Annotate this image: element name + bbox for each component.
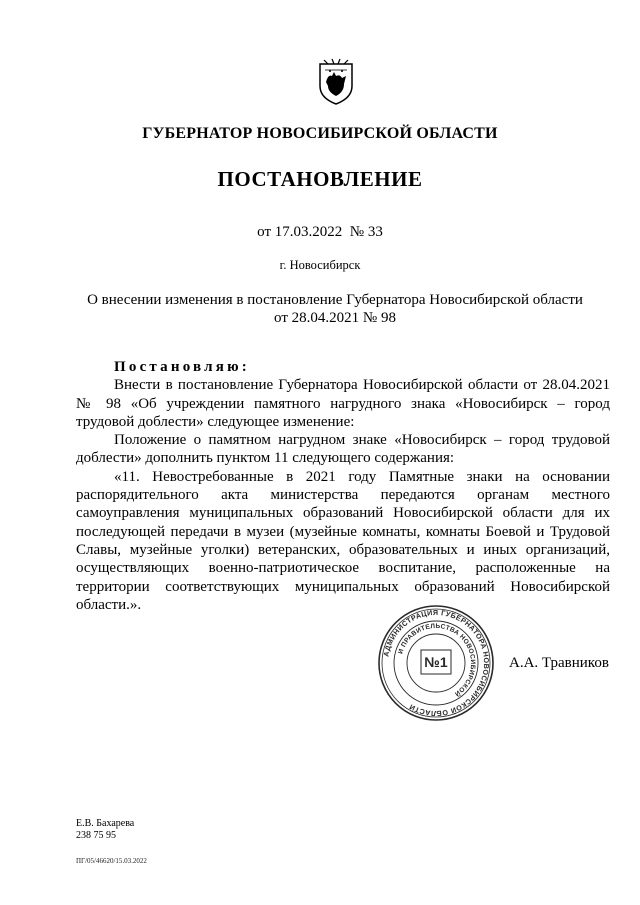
document-subject <box>60 291 610 327</box>
date-number-line <box>0 224 640 241</box>
seal-inner-text: И ПРАВИТЕЛЬСТВА НОВОСИБИРСКОЙ <box>397 622 477 698</box>
document-number: № 33 <box>349 224 383 240</box>
executor-phone: 238 75 95 <box>76 830 116 841</box>
authority-title: ГУБЕРНАТОР НОВОСИБИРСКОЙ ОБЛАСТИ <box>142 125 498 142</box>
document-reference: ПГ/05/46620/15.03.2022 <box>76 857 147 865</box>
paragraph-3: «11. Невостребованные в 2021 году Памятные знаки на основании распорядительного акта министерства передаются органам местного самоуправления муниципальных образований Новосибирской области для их последующей передачи в музеи (музейные комнаты, комнаты Боевой и Трудовой Славы, музейные уголки) ветеранских, образовательных и иных организаций, осуществляющих военно-патриотическое воспитание, расположенные на территории соответствующих муниципальных образований Новосибирской области.». <box>76 468 610 613</box>
seal-number: №1 <box>424 654 448 670</box>
document-date: от 17.03.2022 <box>257 224 343 240</box>
document-type-title: ПОСТАНОВЛЕНИЕ <box>217 167 423 191</box>
coat-of-arms-icon <box>316 58 356 106</box>
paragraph-1: Внести в постановление Губернатора Новосибирской области от 28.04.2021 № 98 «Об учреждении памятного нагрудного знака «Новосибирск – город трудовой доблести» следующее изменение: <box>76 377 610 430</box>
subject-line-2: от 28.04.2021 № 98 <box>274 310 396 326</box>
executor-block <box>76 818 134 842</box>
paragraph-2: Положение о памятном нагрудном знаке «Новосибирск – город трудовой доблести» дополнить пунктом 11 следующего содержания: <box>76 432 610 467</box>
signatory-name: А.А. Травников <box>509 655 609 671</box>
executor-name: Е.В. Бахарева <box>76 818 135 829</box>
official-seal <box>377 604 495 722</box>
decree-heading <box>76 358 610 376</box>
document-body <box>76 358 610 614</box>
decree-word: Постановляю <box>114 359 242 375</box>
seal-outer-text: АДМИНИСТРАЦИЯ ГУБЕРНАТОРА НОВОСИБИРСКОЙ ОБЛАСТИ <box>381 607 492 719</box>
city-line: г. Новосибирск <box>279 258 361 272</box>
subject-line-1: О внесении изменения в постановление Губернатора Новосибирской области <box>87 292 583 308</box>
decree-colon: : <box>241 359 247 375</box>
